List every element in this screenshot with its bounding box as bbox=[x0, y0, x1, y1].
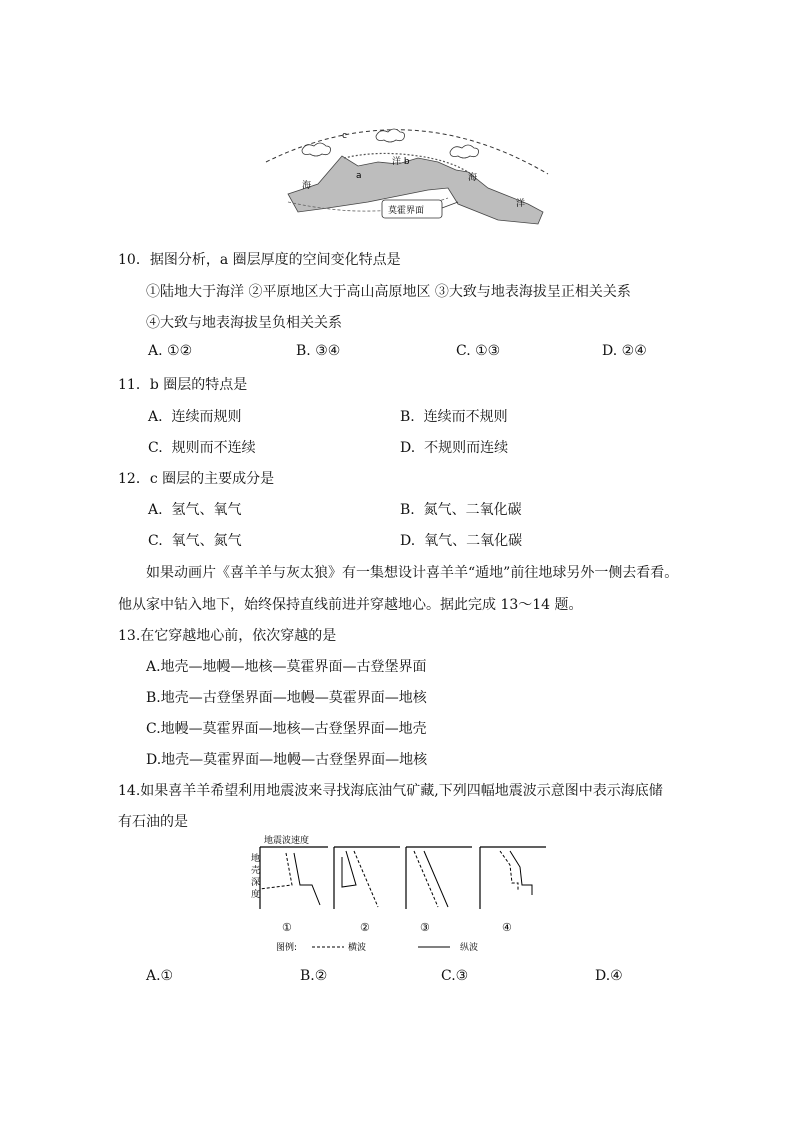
q14-stem-line-1: 14.如果喜羊羊希望利用地震波来寻找海底油气矿藏,下列四幅地震波示意图中表示海底储 bbox=[118, 783, 663, 799]
option-letter: C. bbox=[148, 440, 163, 456]
option-letter: B. bbox=[296, 343, 311, 359]
q13-option-c[interactable]: C.地幔—莫霍界面—地核—古登堡界面—地壳 bbox=[146, 721, 427, 737]
q14-option-b[interactable]: B.② bbox=[300, 968, 328, 984]
panel4-number: ④ bbox=[502, 921, 512, 934]
q14-option-a[interactable]: A.① bbox=[146, 968, 174, 984]
panel2-p-wave bbox=[342, 851, 356, 887]
q11-option-b[interactable] bbox=[400, 406, 508, 426]
option-letter: D. bbox=[400, 533, 416, 549]
panel1-number: ① bbox=[282, 921, 292, 934]
q14-stem-line-2: 有石油的是 bbox=[118, 814, 188, 830]
label-sea-left: 海 bbox=[302, 181, 312, 191]
q13-option-b[interactable]: B.地壳—古登堡界面—地幔—莫霍界面—地核 bbox=[146, 690, 427, 706]
option-text: 氧气、氮气 bbox=[171, 533, 242, 549]
option-letter: D. bbox=[602, 343, 618, 359]
label-a: a bbox=[356, 171, 362, 181]
label-moho: 莫霍界面 bbox=[388, 206, 425, 216]
depth-label-1: 地 bbox=[251, 854, 261, 864]
panel3-p-wave bbox=[424, 851, 448, 907]
option-letter: A. bbox=[148, 343, 163, 359]
option-letter: A. bbox=[148, 502, 163, 518]
moho-pointer bbox=[442, 202, 458, 208]
label-c: c bbox=[342, 131, 347, 141]
option-letter: D. bbox=[400, 440, 416, 456]
label-ocean-b: 洋 b bbox=[392, 157, 410, 167]
option-text: ③④ bbox=[315, 343, 341, 359]
q12-option-d[interactable] bbox=[400, 530, 522, 550]
q10-option-a[interactable] bbox=[148, 343, 192, 359]
earth-spheres-figure bbox=[258, 112, 558, 230]
option-text: 规则而不连续 bbox=[171, 440, 256, 456]
label-sea-right: 海 bbox=[468, 173, 478, 183]
speed-label: 地震波速度 bbox=[264, 836, 310, 846]
label-ocean-right: 洋 bbox=[516, 199, 526, 209]
q11-option-a[interactable] bbox=[148, 406, 241, 426]
q14-option-c[interactable]: C.③ bbox=[441, 968, 469, 984]
q12-option-a[interactable] bbox=[148, 499, 241, 519]
panel2-number: ② bbox=[360, 921, 370, 934]
q11-option-d[interactable] bbox=[400, 437, 508, 457]
panel3-s-wave bbox=[414, 851, 438, 907]
q13-option-a[interactable]: A.地壳—地幔—地核—莫霍界面—古登堡界面 bbox=[146, 659, 427, 675]
option-letter: A. bbox=[148, 409, 163, 425]
q14-option-d[interactable]: D.④ bbox=[595, 968, 623, 984]
panel4-s-wave bbox=[500, 851, 518, 891]
panel1-s-wave bbox=[260, 853, 292, 889]
q11-stem: 11．b 圈层的特点是 bbox=[118, 377, 248, 393]
option-text: ①③ bbox=[475, 343, 501, 359]
option-letter: C. bbox=[148, 533, 163, 549]
q10-option-b[interactable] bbox=[296, 343, 340, 359]
option-text: 氮气、二氧化碳 bbox=[423, 502, 522, 518]
q10-statements-1: ①陆地大于海洋 ②平原地区大于高山高原地区 ③大致与地表海拔呈正相关关系 bbox=[146, 284, 631, 300]
q12-option-c[interactable] bbox=[148, 530, 242, 550]
q10-option-d[interactable] bbox=[602, 343, 647, 359]
q13-option-d[interactable]: D.地壳—莫霍界面—地幔—古登堡界面—地核 bbox=[146, 752, 428, 768]
option-text: 连续而不规则 bbox=[423, 409, 508, 425]
cloud-right bbox=[450, 145, 479, 158]
option-letter: B. bbox=[400, 502, 415, 518]
option-text: ①② bbox=[167, 343, 193, 359]
legend-s-label: 横波 bbox=[348, 943, 367, 953]
legend-p-label: 纵波 bbox=[460, 943, 479, 953]
panel4-p-wave bbox=[510, 851, 532, 895]
option-text: 氧气、二氧化碳 bbox=[424, 533, 523, 549]
q12-stem: 12．c 圈层的主要成分是 bbox=[118, 471, 275, 487]
q10-statements-2: ④大致与地表海拔呈负相关关系 bbox=[146, 315, 342, 331]
q12-option-b[interactable] bbox=[400, 499, 522, 519]
passage-line-1: 如果动画片《喜羊羊与灰太狼》有一集想设计喜羊羊“遁地”前往地球另外一侧去看看。 bbox=[146, 565, 679, 581]
panel3-number: ③ bbox=[420, 921, 430, 934]
legend-title: 图例: bbox=[276, 943, 298, 953]
panel2-s-wave bbox=[354, 851, 378, 907]
q10-stem: 10．据图分析，a 圈层厚度的空间变化特点是 bbox=[118, 252, 401, 268]
passage-line-2: 他从家中钻入地下，始终保持直线前进并穿越地心。据此完成 13～14 题。 bbox=[118, 597, 583, 613]
option-text: 氢气、氧气 bbox=[171, 502, 242, 518]
seismic-wave-figure bbox=[250, 833, 555, 958]
option-text: 不规则而连续 bbox=[424, 440, 509, 456]
option-letter: B. bbox=[400, 409, 415, 425]
depth-label-2: 壳 bbox=[251, 866, 261, 876]
option-text: 连续而规则 bbox=[171, 409, 242, 425]
cloud-mid bbox=[376, 129, 405, 142]
option-letter: C. bbox=[456, 343, 471, 359]
cloud-left bbox=[302, 143, 331, 156]
option-text: ②④ bbox=[621, 343, 647, 359]
panel1-p-wave bbox=[294, 853, 320, 905]
q11-option-c[interactable] bbox=[148, 437, 256, 457]
q13-stem: 13.在它穿越地心前，依次穿越的是 bbox=[118, 628, 337, 644]
q10-option-c[interactable] bbox=[456, 343, 500, 359]
depth-label-3: 深 bbox=[251, 878, 261, 888]
depth-label-4: 度 bbox=[251, 890, 261, 900]
